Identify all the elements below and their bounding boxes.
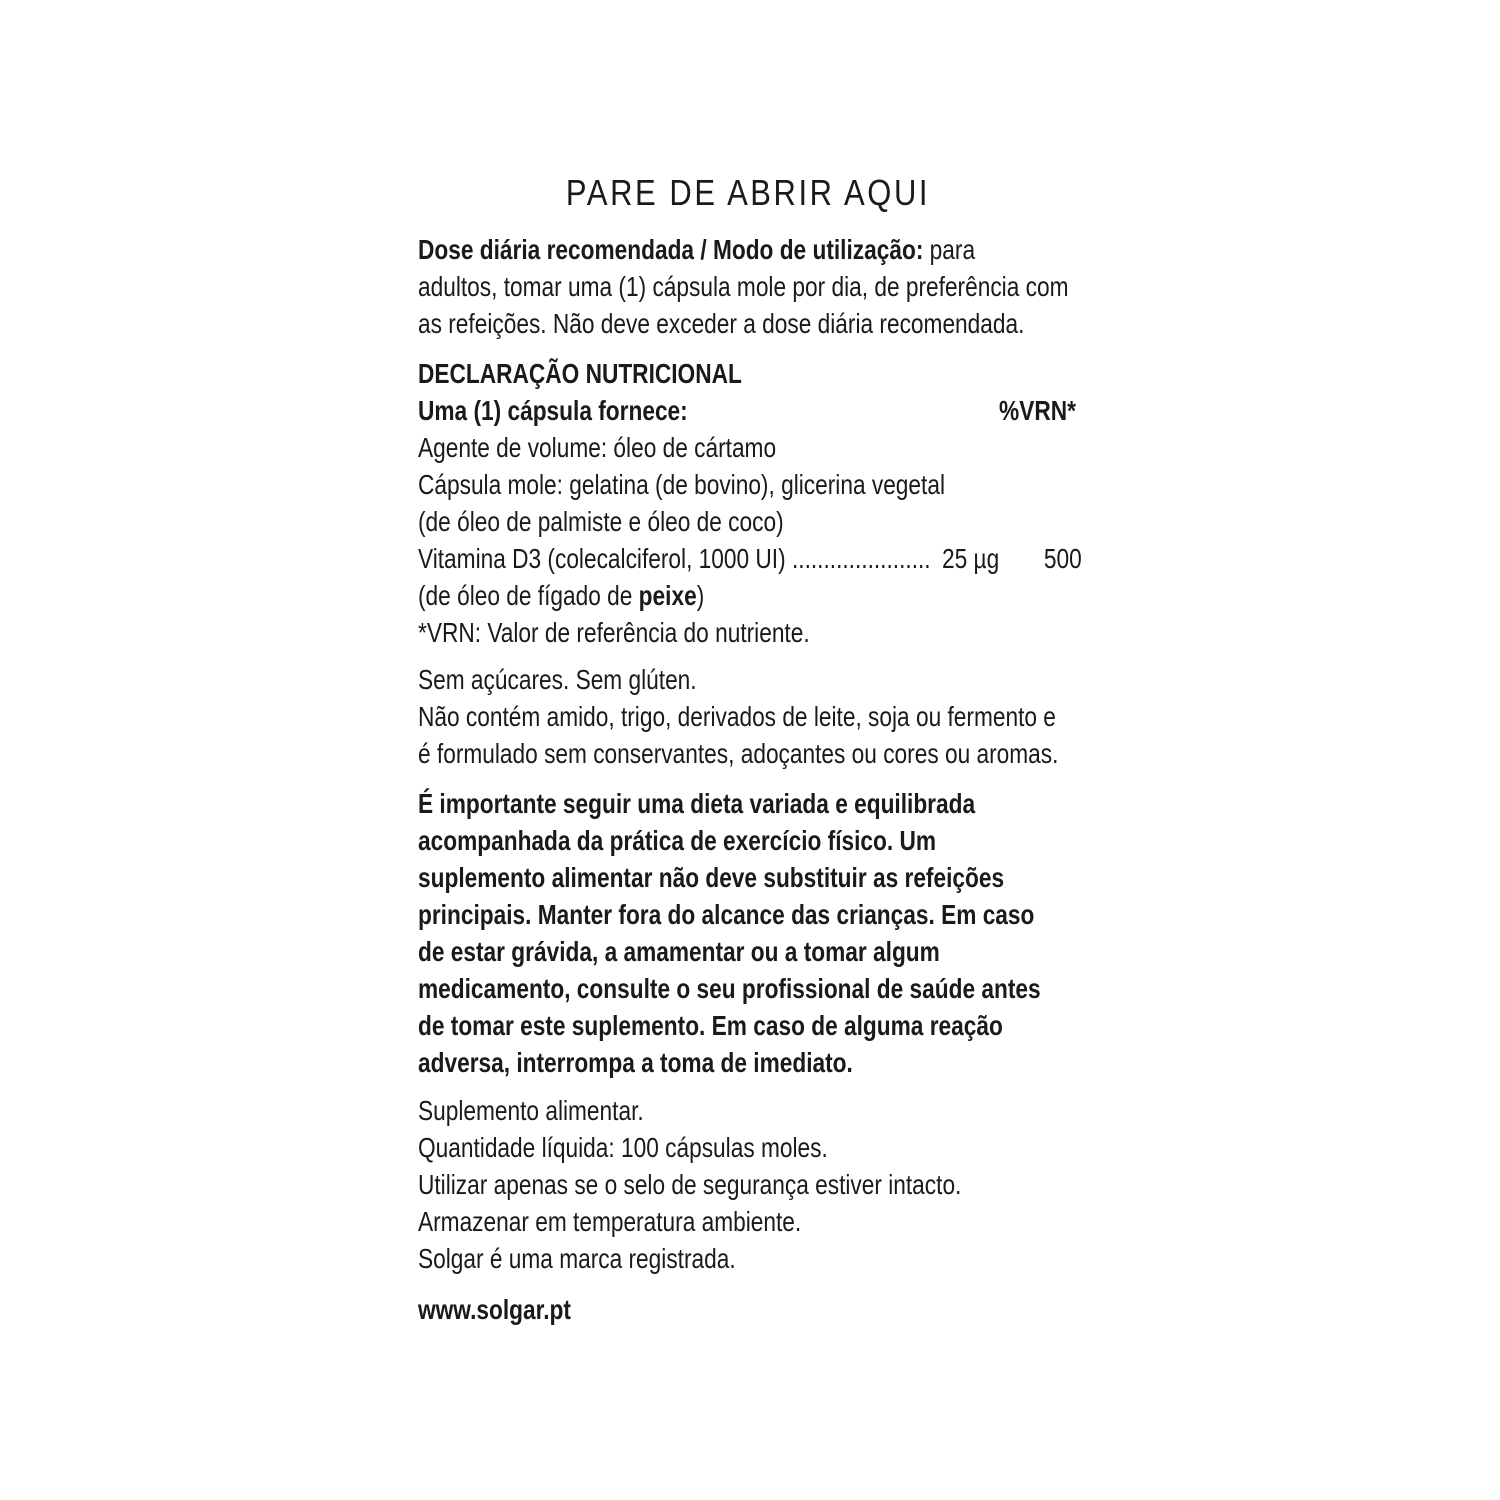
warning-line: principais. Manter fora do alcance das crianças. Em caso — [418, 899, 1035, 930]
dose-line-3: as refeições. Não deve exceder a dose diária recomendada. — [418, 308, 1025, 339]
info-line-supplement: Suplemento alimentar. — [418, 1095, 644, 1126]
vrn-footnote: *VRN: Valor de referência do nutriente. — [418, 617, 810, 648]
free-from-line-3: é formulado sem conservantes, adoçantes ou cores ou aromas. — [418, 738, 1059, 769]
free-from-line-2: Não contém amido, trigo, derivados de leite, soja ou fermento e — [418, 701, 1056, 732]
capsule-shell-line-2: (de óleo de palmiste e óleo de coco) — [418, 506, 784, 537]
vitamin-source-post: ) — [696, 580, 705, 611]
vrn-header: %VRN* — [999, 395, 1076, 426]
vitamin-d3-name: Vitamina D3 (colecalciferol, 1000 UI) ...................... — [418, 543, 931, 574]
warning-line: adversa, interrompa a toma de imediato. — [418, 1047, 853, 1078]
warning-line: suplemento alimentar não deve substituir as refeições — [418, 862, 1005, 893]
stop-opening-here-text: PARE DE ABRIR AQUI — [565, 172, 931, 213]
capsule-shell-line-1: Cápsula mole: gelatina (de bovino), glicerina vegetal — [418, 469, 945, 500]
website-link[interactable]: www.solgar.pt — [418, 1294, 571, 1325]
warning-line: acompanhada da prática de exercício físico. Um — [418, 825, 937, 856]
dose-line-2: adultos, tomar uma (1) cápsula mole por dia, de preferência com — [418, 271, 1069, 302]
warning-line: de tomar este suplemento. Em caso de alguma reação — [418, 1010, 1003, 1041]
info-line-trademark: Solgar é uma marca registrada. — [418, 1243, 736, 1274]
info-line-quantity: Quantidade líquida: 100 cápsulas moles. — [418, 1132, 828, 1163]
warning-line: medicamento, consulte o seu profissional de saúde antes — [418, 973, 1041, 1004]
vitamin-d3-amount: 25 µg — [942, 543, 1000, 574]
nutrition-title: DECLARAÇÃO NUTRICIONAL — [418, 358, 742, 389]
info-line-safety-seal: Utilizar apenas se o selo de segurança estiver intacto. — [418, 1169, 962, 1200]
bulking-agent: Agente de volume: óleo de cártamo — [418, 432, 777, 463]
capsule-header: Uma (1) cápsula fornece: — [418, 395, 688, 426]
warning-line: de estar grávida, a amamentar ou a tomar algum — [418, 936, 940, 967]
free-from-line-1: Sem açúcares. Sem glúten. — [418, 664, 697, 695]
warning-line: É importante seguir uma dieta variada e equilibrada — [418, 788, 976, 819]
vitamin-d3-vrn: 500 — [1044, 543, 1082, 574]
info-line-storage: Armazenar em temperatura ambiente. — [418, 1206, 802, 1237]
dose-label: Dose diária recomendada / Modo de utilização: — [418, 234, 924, 265]
dose-line-1-rest: para — [923, 234, 976, 265]
vitamin-source-pre: (de óleo de fígado de — [418, 580, 639, 611]
allergen-fish: peixe — [638, 580, 697, 611]
vitamin-source — [418, 582, 704, 610]
dose-line-1 — [418, 236, 975, 264]
